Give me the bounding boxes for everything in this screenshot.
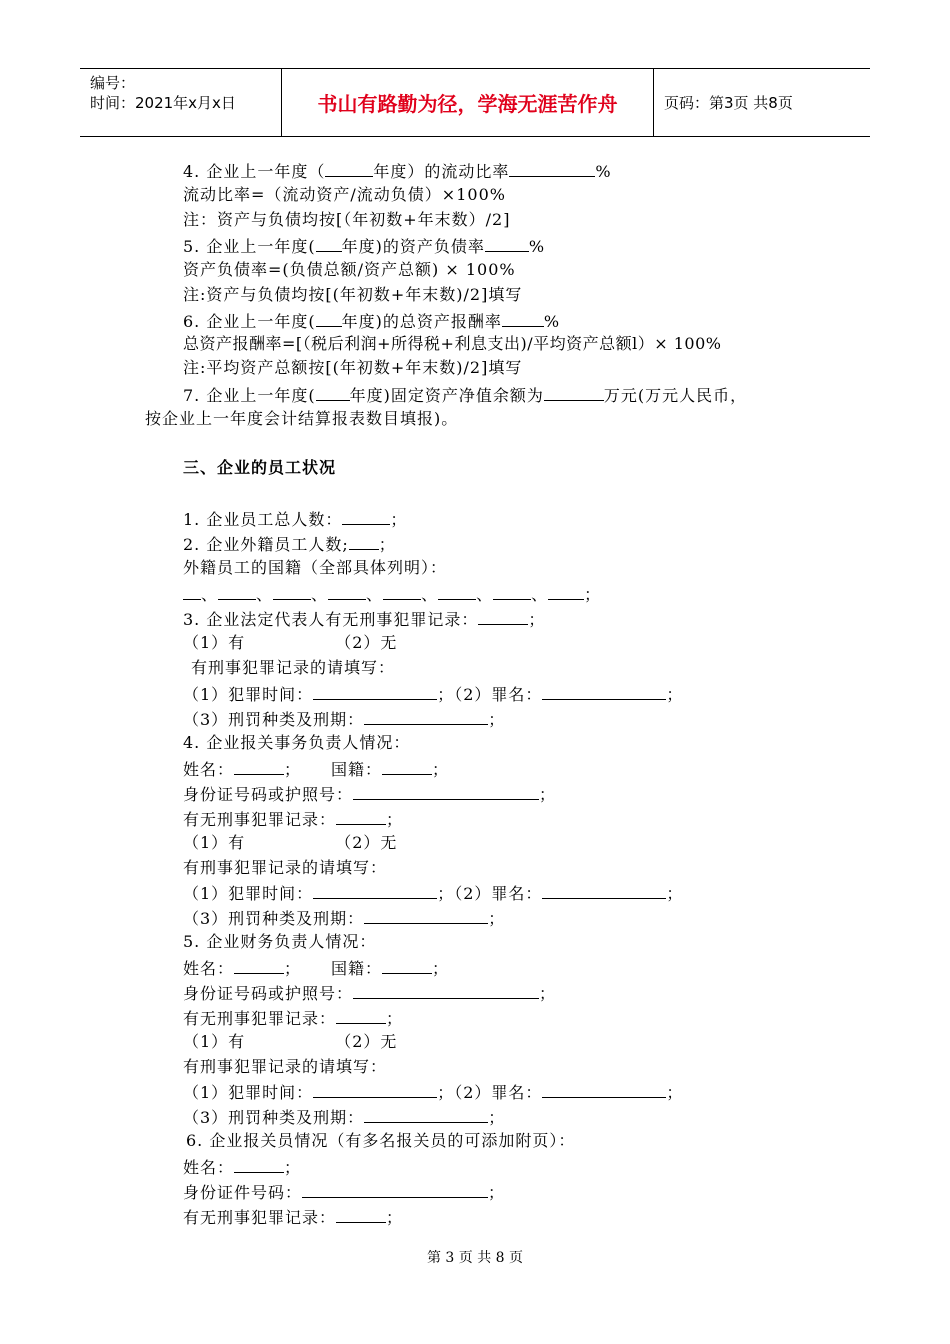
text-segment: ； [386, 810, 404, 829]
text-segment: ； [437, 1083, 455, 1102]
fill-in-blank[interactable] [316, 310, 342, 327]
text-segment: 国籍： [331, 959, 383, 978]
text-segment: ； [488, 1108, 506, 1127]
text-segment: ； [666, 1083, 684, 1102]
fill-in-blank[interactable] [383, 583, 421, 600]
finance-head-name-line [183, 957, 449, 979]
fill-in-blank[interactable] [342, 508, 390, 525]
text-segment: 、 [421, 585, 439, 604]
header-page-info: 页码：第3页 共8页 [664, 94, 793, 112]
fill-in-blank[interactable] [273, 583, 311, 600]
text-segment: ； [284, 760, 302, 779]
fill-in-blank[interactable] [353, 982, 539, 999]
fill-in-blank[interactable] [438, 583, 476, 600]
declarant-name-line [183, 1156, 301, 1178]
total-staff-line [183, 508, 407, 530]
text-segment: 1. 企业员工总人数： [183, 510, 343, 529]
nationality-label: 外籍员工的国籍（全部具体列明）： [183, 558, 448, 577]
item-6-note: 注:平均资产总额按[(年初数+年末数)/2]填写 [183, 358, 523, 377]
declarant-record-line [183, 1206, 403, 1228]
customs-head-if-record: 有刑事犯罪记录的请填写： [183, 858, 388, 877]
fill-in-blank[interactable] [478, 608, 528, 625]
text-segment: （1）犯罪时间： [183, 685, 314, 704]
text-segment: ； [488, 1183, 506, 1202]
legal-rep-options [183, 633, 397, 653]
text-segment: （1）有 [183, 1032, 246, 1051]
text-segment: ； [528, 610, 546, 629]
legal-rep-crime-line [183, 683, 683, 705]
text-segment: （2）罪名： [454, 884, 543, 903]
fill-in-blank[interactable] [544, 384, 604, 401]
text-segment: （3）刑罚种类及刑期： [183, 1108, 365, 1127]
text-segment: ； [437, 884, 455, 903]
text-segment: 身份证号码或护照号： [183, 785, 354, 804]
text-segment: ； [284, 959, 302, 978]
text-segment: （1）有 [183, 633, 246, 652]
text-segment: ； [432, 760, 450, 779]
fill-in-blank[interactable] [548, 583, 584, 600]
text-segment: 年度)的资产负债率 [341, 237, 485, 256]
item-4-note: 注：资产与负债均按[（年初数+年末数）/2] [183, 210, 511, 229]
item-5-line [183, 235, 545, 257]
text-segment: ； [432, 959, 450, 978]
fill-in-blank[interactable] [493, 583, 531, 600]
customs-head-crime-line [183, 882, 683, 904]
text-segment: 年度)固定资产净值余额为 [349, 386, 544, 405]
text-segment: 2. 企业外籍员工人数; [183, 535, 349, 554]
fill-in-blank[interactable] [234, 1156, 284, 1173]
nationality-blanks [183, 583, 601, 605]
legal-rep-line [183, 608, 545, 630]
text-segment: （1）有 [183, 833, 246, 852]
fill-in-blank[interactable] [542, 882, 666, 899]
text-segment: 6. 企业上一年度( [183, 312, 316, 331]
text-segment: ； [378, 535, 396, 554]
fill-in-blank[interactable] [316, 235, 342, 252]
fill-in-blank[interactable] [353, 783, 539, 800]
text-segment: 、 [311, 585, 329, 604]
fill-in-blank[interactable] [542, 683, 666, 700]
text-segment: 姓名： [183, 1158, 235, 1177]
header-motto: 书山有路勤为径，学海无涯苦作舟 [282, 69, 654, 136]
debt-ratio-formula: 资产负债率=(负债总额/资产总额) × 100% [183, 260, 516, 279]
text-segment: ； [666, 884, 684, 903]
text-segment: 姓名： [183, 760, 235, 779]
legal-rep-if-record: 有刑事犯罪记录的请填写： [191, 658, 396, 677]
return-on-assets-formula: 总资产报酬率=[（税后利润+所得税+利息支出)/平均资产总额l）× 100% [183, 334, 722, 353]
text-segment: （1）犯罪时间： [183, 1083, 314, 1102]
text-segment: 国籍： [331, 760, 383, 779]
fill-in-blank[interactable] [336, 1206, 386, 1223]
text-segment: ； [584, 585, 602, 604]
text-segment: 、 [201, 585, 219, 604]
text-segment: （2）罪名： [454, 1083, 543, 1102]
text-segment: ； [390, 510, 408, 529]
page-footer: 第 3 页 共 8 页 [426, 1250, 524, 1266]
ratio-blank[interactable] [509, 160, 595, 177]
text-segment: ； [539, 785, 557, 804]
fill-in-blank[interactable] [313, 1081, 437, 1098]
text-segment: 4. 企业上一年度（ [183, 162, 326, 181]
finance-head-options [183, 1032, 397, 1052]
fill-in-blank[interactable] [302, 1181, 488, 1198]
fill-in-blank[interactable] [382, 758, 432, 775]
legal-rep-penalty-line [183, 708, 505, 730]
customs-head-penalty-line [183, 907, 505, 929]
fill-in-blank[interactable] [364, 907, 488, 924]
fill-in-blank[interactable] [364, 1106, 488, 1123]
section-title: 三、企业的员工状况 [183, 458, 337, 477]
year-blank[interactable] [325, 160, 373, 177]
text-segment: ； [437, 685, 455, 704]
text-segment: % [595, 162, 612, 181]
text-segment: 7. 企业上一年度( [183, 386, 316, 405]
text-segment: 年度）的流动比率 [373, 162, 510, 181]
item-5-note: 注:资产与负债均按[(年初数+年末数)/2]填写 [183, 285, 523, 304]
finance-head-record-line [183, 1007, 403, 1029]
finance-head-if-record: 有刑事犯罪记录的请填写： [183, 1057, 388, 1076]
fill-in-blank[interactable] [502, 310, 544, 327]
fill-in-blank[interactable] [316, 384, 350, 401]
text-segment: 3. 企业法定代表人有无刑事犯罪记录： [183, 610, 479, 629]
header-meta [80, 69, 282, 136]
item-4-line [183, 160, 612, 182]
declarant-id-line [183, 1181, 505, 1203]
text-segment: % [528, 237, 546, 256]
text-segment: （2）罪名： [454, 685, 543, 704]
text-segment: （2）无 [335, 633, 398, 652]
finance-head-id-line [183, 982, 556, 1004]
text-segment: ； [488, 909, 506, 928]
text-segment: ； [666, 685, 684, 704]
fill-in-blank[interactable] [349, 533, 379, 550]
text-segment: 身份证号码或护照号： [183, 984, 354, 1003]
customs-head-id-line [183, 783, 556, 805]
text-segment: （2）无 [335, 1032, 398, 1051]
text-segment: 有无刑事犯罪记录： [183, 810, 337, 829]
customs-head-options [183, 833, 397, 853]
fill-in-blank[interactable] [234, 758, 284, 775]
text-segment: 有无刑事犯罪记录： [183, 1208, 337, 1227]
current-ratio-formula: 流动比率=（流动资产/流动负债）×100% [183, 185, 506, 204]
text-segment: 有无刑事犯罪记录： [183, 1009, 337, 1028]
fill-in-blank[interactable] [218, 583, 256, 600]
text-segment: 、 [256, 585, 274, 604]
text-segment: 身份证件号码： [183, 1183, 303, 1202]
declarant-title: 6. 企业报关员情况（有多名报关员的可添加附页）： [186, 1131, 576, 1150]
foreign-staff-line [183, 533, 396, 555]
page-header [80, 68, 870, 137]
text-segment: ； [386, 1009, 404, 1028]
text-segment: （2）无 [335, 833, 398, 852]
text-segment: 万元(万元人民币， [603, 386, 748, 405]
text-segment: % [543, 312, 561, 331]
text-segment: 、 [476, 585, 494, 604]
fill-in-blank[interactable] [364, 708, 488, 725]
fill-in-blank[interactable] [336, 1007, 386, 1024]
finance-head-title: 5. 企业财务负责人情况： [183, 932, 377, 951]
text-segment: 、 [531, 585, 549, 604]
fill-in-blank[interactable] [336, 808, 386, 825]
finance-head-crime-line [183, 1081, 683, 1103]
text-segment: 5. 企业上一年度( [183, 237, 316, 256]
customs-head-title: 4. 企业报关事务负责人情况： [183, 733, 411, 752]
finance-head-penalty-line [183, 1106, 505, 1128]
customs-head-record-line [183, 808, 403, 830]
fill-in-blank[interactable] [328, 583, 366, 600]
item-6-line [183, 310, 560, 332]
fill-in-blank[interactable] [485, 235, 529, 252]
text-segment: ； [284, 1158, 302, 1177]
document-number-label: 编号： [90, 74, 136, 92]
fill-in-blank[interactable] [382, 957, 432, 974]
item-7-line-2: 按企业上一年度会计结算报表数目填报)。 [145, 409, 459, 428]
text-segment: （3）刑罚种类及刑期： [183, 909, 365, 928]
fill-in-blank[interactable] [183, 583, 201, 600]
document-time-label: 时间：2021年x月x日 [90, 94, 236, 112]
text-segment: ； [539, 984, 557, 1003]
fill-in-blank[interactable] [313, 683, 437, 700]
fill-in-blank[interactable] [234, 957, 284, 974]
text-segment: ； [386, 1208, 404, 1227]
text-segment: ； [488, 710, 506, 729]
customs-head-name-line [183, 758, 449, 780]
fill-in-blank[interactable] [542, 1081, 666, 1098]
fill-in-blank[interactable] [313, 882, 437, 899]
text-segment: （3）刑罚种类及刑期： [183, 710, 365, 729]
text-segment: 年度)的总资产报酬率 [341, 312, 502, 331]
text-segment: 姓名： [183, 959, 235, 978]
text-segment: （1）犯罪时间： [183, 884, 314, 903]
item-7-line [183, 384, 747, 406]
text-segment: 、 [366, 585, 384, 604]
